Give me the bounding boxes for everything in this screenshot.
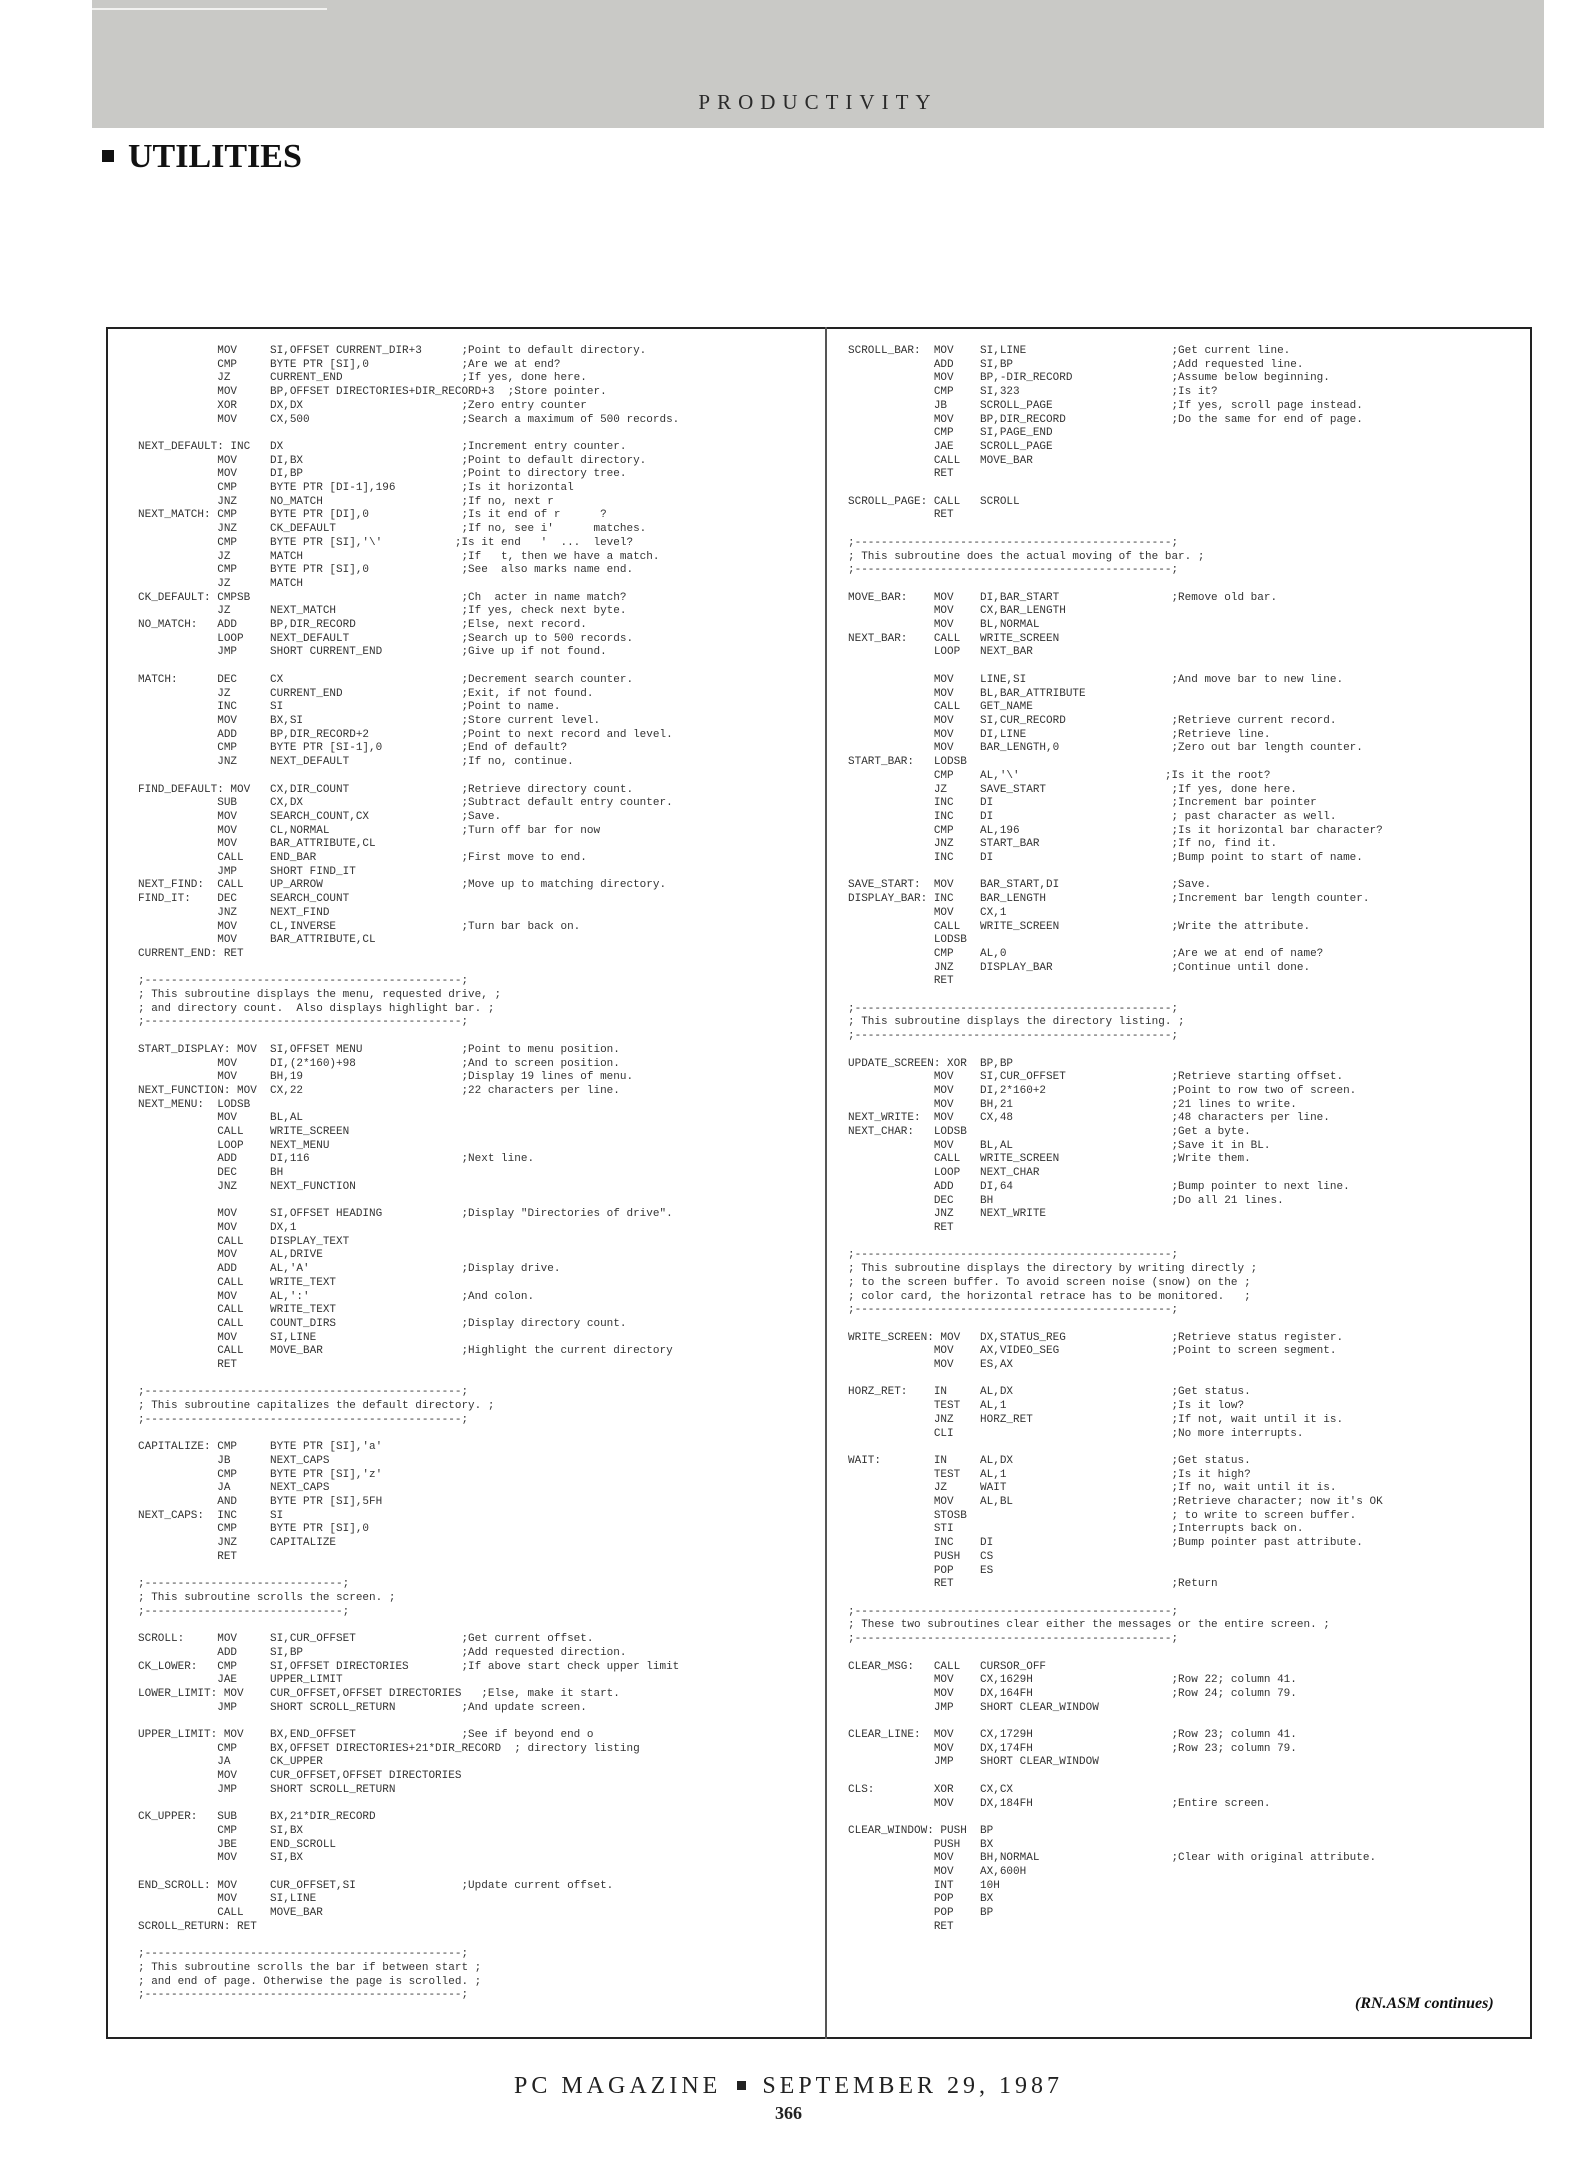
code-line: POP BP xyxy=(848,1907,994,1920)
code-line: CLEAR_WINDOW: PUSH BP xyxy=(848,1824,994,1837)
code-line: CMP BYTE PTR [SI],'\' ;Is it end ' ... level? xyxy=(138,536,634,549)
code-line: MOV DI,LINE ;Retrieve line. xyxy=(848,728,1271,741)
code-line: MOV SEARCH_COUNT,CX ;Save. xyxy=(138,810,502,823)
code-line: JNZ NEXT_DEFAULT ;If no, continue. xyxy=(138,756,574,769)
code-line xyxy=(848,1592,1383,1606)
code-line: JB SCROLL_PAGE ;If yes, scroll page instead. xyxy=(848,399,1363,412)
code-line: ;------------------------------------------------; xyxy=(848,1304,1179,1317)
code-line: CALL COUNT_DIRS ;Display directory count. xyxy=(138,1317,627,1330)
code-line: ;------------------------------------------------; xyxy=(848,1605,1179,1618)
square-bullet-icon xyxy=(737,2081,746,2090)
code-line xyxy=(138,1935,679,1949)
code-line xyxy=(848,1236,1383,1250)
code-line xyxy=(848,1318,1383,1332)
code-line: AND BYTE PTR [SI],5FH xyxy=(138,1496,383,1509)
code-line: FIND_DEFAULT: MOV CX,DIR_COUNT ;Retrieve directory count. xyxy=(138,783,634,796)
code-line xyxy=(848,1441,1383,1455)
code-line: SCROLL: MOV SI,CUR_OFFSET ;Get current offset. xyxy=(138,1633,594,1646)
code-line: MOV SI,OFFSET CURRENT_DIR+3 ;Point to default directory. xyxy=(138,345,647,357)
code-line: ;------------------------------------------------; xyxy=(138,1989,469,2002)
code-line: CMP AL,'\' ;Is it the root? xyxy=(848,769,1271,782)
code-line: ; This subroutine displays the menu, requested drive, ; xyxy=(138,989,502,1002)
code-line: ;------------------------------------------------; xyxy=(848,1633,1179,1646)
code-line: ; This subroutine displays the directory listing. ; xyxy=(848,1016,1185,1029)
code-line: DEC BH ;Do all 21 lines. xyxy=(848,1194,1284,1207)
code-line xyxy=(848,660,1383,674)
code-line: INC SI ;Point to name. xyxy=(138,701,561,714)
code-line: MOV BL,AL xyxy=(138,1112,304,1125)
code-line: START_DISPLAY: MOV SI,OFFSET MENU ;Point to menu position. xyxy=(138,1043,620,1056)
code-line: CALL WRITE_TEXT xyxy=(138,1304,337,1317)
code-line: JNZ NO_MATCH ;If no, next r xyxy=(138,495,554,508)
code-line: MOV AL,DRIVE xyxy=(138,1249,323,1262)
code-line: JMP SHORT SCROLL_RETURN ;And update screen. xyxy=(138,1701,587,1714)
code-line: CMP SI,BX xyxy=(138,1824,304,1837)
code-line: RET ;Return xyxy=(848,1578,1218,1591)
code-line xyxy=(138,1565,679,1579)
code-line: MOV BP,DIR_RECORD ;Do the same for end of page. xyxy=(848,413,1363,426)
code-line: MOV CUR_OFFSET,OFFSET DIRECTORIES xyxy=(138,1770,462,1783)
code-line: SAVE_START: MOV BAR_START,DI ;Save. xyxy=(848,879,1212,892)
code-column-right xyxy=(848,345,1383,1935)
code-line: END_SCROLL: MOV CUR_OFFSET,SI ;Update current offset. xyxy=(138,1879,614,1892)
code-line: JBE END_SCROLL xyxy=(138,1838,337,1851)
code-line: UPPER_LIMIT: MOV BX,END_OFFSET ;See if beyond end o xyxy=(138,1729,594,1742)
code-line: START_BAR: LODSB xyxy=(848,756,967,769)
code-line: NEXT_MENU: LODSB xyxy=(138,1098,251,1111)
code-line xyxy=(848,578,1383,592)
code-line: JNZ NEXT_FIND xyxy=(138,906,330,919)
code-line: ADD AL,'A' ;Display drive. xyxy=(138,1263,561,1276)
code-line xyxy=(138,1428,679,1442)
code-line xyxy=(848,1811,1383,1825)
code-line: MOV BX,SI ;Store current level. xyxy=(138,714,601,727)
code-line: MOV DI,(2*160)+98 ;And to screen position. xyxy=(138,1057,620,1070)
code-line: RET xyxy=(848,975,954,988)
code-line: PUSH CS xyxy=(848,1550,994,1563)
code-line: MOV CX,BAR_LENGTH xyxy=(848,605,1066,618)
code-line: LOOP NEXT_BAR xyxy=(848,646,1033,659)
code-line: NEXT_CHAR: LODSB ;Get a byte. xyxy=(848,1126,1251,1139)
code-line: SCROLL_RETURN: RET xyxy=(138,1920,257,1933)
code-line: MOV DX,184FH ;Entire screen. xyxy=(848,1797,1271,1810)
code-line: CALL END_BAR ;First move to end. xyxy=(138,852,587,865)
code-line: CALL MOVE_BAR xyxy=(848,454,1033,467)
code-line: CALL DISPLAY_TEXT xyxy=(138,1235,350,1248)
code-line: MOV SI,CUR_RECORD ;Retrieve current record. xyxy=(848,714,1337,727)
code-line: RET xyxy=(848,1222,954,1234)
code-line: JMP SHORT SCROLL_RETURN xyxy=(138,1783,396,1796)
code-line: MOV AL,BL ;Retrieve character; now it's OK xyxy=(848,1496,1383,1509)
code-line: WRITE_SCREEN: MOV DX,STATUS_REG ;Retrieve status register. xyxy=(848,1331,1344,1344)
code-line: LODSB xyxy=(848,934,967,947)
code-line: MOV BP,OFFSET DIRECTORIES+DIR_RECORD+3 ;Store pointer. xyxy=(138,386,607,399)
code-line: JZ MATCH xyxy=(138,577,304,590)
code-line: JMP SHORT CLEAR_WINDOW xyxy=(848,1701,1099,1714)
code-line: HORZ_RET: IN AL,DX ;Get status. xyxy=(848,1386,1251,1399)
code-line: JA NEXT_CAPS xyxy=(138,1482,330,1495)
header-rule xyxy=(92,8,327,10)
code-line: CMP BYTE PTR [SI],0 ;See also marks name end. xyxy=(138,564,634,577)
code-line: ; color card, the horizontal retrace has to be monitored. ; xyxy=(848,1290,1251,1303)
code-line: INT 10H xyxy=(848,1879,1000,1892)
code-line: MOV BH,21 ;21 lines to write. xyxy=(848,1098,1297,1111)
code-line: CALL WRITE_SCREEN xyxy=(138,1126,350,1139)
code-line: ;------------------------------------------------; xyxy=(138,975,469,988)
code-line: CALL WRITE_SCREEN ;Write them. xyxy=(848,1153,1251,1166)
code-line xyxy=(848,1044,1383,1058)
code-line: LOOP NEXT_CHAR xyxy=(848,1167,1040,1180)
code-line: MOV DI,BX ;Point to default directory. xyxy=(138,454,647,467)
code-line: JA CK_UPPER xyxy=(138,1756,323,1769)
code-line: TEST AL,1 ;Is it low? xyxy=(848,1400,1245,1413)
code-line: NEXT_DEFAULT: INC DX ;Increment entry counter. xyxy=(138,440,627,453)
footer-date: SEPTEMBER 29, 1987 xyxy=(762,2073,1064,2099)
code-line: MOV BL,BAR_ATTRIBUTE xyxy=(848,687,1086,700)
code-line: ; to the screen buffer. To avoid screen noise (snow) on the ; xyxy=(848,1276,1251,1289)
code-line: NEXT_FUNCTION: MOV CX,22 ;22 characters per line. xyxy=(138,1084,620,1097)
code-line: MOV CX,500 ;Search a maximum of 500 records. xyxy=(138,413,680,426)
code-line: ;------------------------------------------------; xyxy=(138,1016,469,1029)
section-kicker: PRODUCTIVITY xyxy=(698,90,938,114)
code-line: MOV SI,OFFSET HEADING ;Display "Directories of drive". xyxy=(138,1208,673,1221)
code-line: JNZ DISPLAY_BAR ;Continue until done. xyxy=(848,961,1311,974)
code-line xyxy=(138,962,679,976)
code-line: MOV LINE,SI ;And move bar to new line. xyxy=(848,673,1344,686)
code-line xyxy=(138,1373,679,1387)
code-line: MOV SI,LINE xyxy=(138,1331,317,1344)
code-line: MOV SI,LINE xyxy=(138,1893,317,1906)
code-line: RET xyxy=(138,1359,238,1372)
code-line: RET xyxy=(848,1920,954,1933)
code-line: ; This subroutine scrolls the screen. ; xyxy=(138,1591,396,1604)
code-line: MOV ES,AX xyxy=(848,1359,1014,1372)
code-line: CLEAR_LINE: MOV CX,1729H ;Row 23; column 41. xyxy=(848,1729,1297,1742)
code-line xyxy=(848,1715,1383,1729)
code-line: JMP SHORT CLEAR_WINDOW xyxy=(848,1756,1099,1769)
code-line: CMP AL,0 ;Are we at end of name? xyxy=(848,947,1324,960)
code-line: ;------------------------------------------------; xyxy=(138,1948,469,1961)
code-line: RET xyxy=(138,1550,238,1563)
code-line: ;------------------------------------------------; xyxy=(848,1030,1179,1043)
section-heading-text: UTILITIES xyxy=(128,138,302,175)
code-line: JNZ NEXT_FUNCTION xyxy=(138,1180,356,1193)
code-line: JB NEXT_CAPS xyxy=(138,1454,330,1467)
code-line: MOV BL,AL ;Save it in BL. xyxy=(848,1139,1271,1152)
code-line: CMP BYTE PTR [SI],'z' xyxy=(138,1468,383,1481)
code-line: MOV CX,1 xyxy=(848,906,1007,919)
code-line: JZ CURRENT_END ;Exit, if not found. xyxy=(138,687,594,700)
code-line: DISPLAY_BAR: INC BAR_LENGTH ;Increment bar length counter. xyxy=(848,893,1370,906)
code-line: MOV CL,NORMAL ;Turn off bar for now xyxy=(138,824,601,837)
code-line: FIND_IT: DEC SEARCH_COUNT xyxy=(138,893,350,906)
code-line: RET xyxy=(848,509,954,522)
code-line: MOV AL,':' ;And colon. xyxy=(138,1290,535,1303)
code-line: MOV BAR_ATTRIBUTE,CL xyxy=(138,934,376,947)
code-line: CMP SI,323 ;Is it? xyxy=(848,386,1218,399)
code-line: ;------------------------------; xyxy=(138,1605,350,1618)
code-line: MOV BH,19 ;Display 19 lines of menu. xyxy=(138,1071,634,1084)
code-line: INC DI ;Increment bar pointer xyxy=(848,797,1317,810)
code-line: TEST AL,1 ;Is it high? xyxy=(848,1468,1251,1481)
code-line: ;------------------------------------------------; xyxy=(848,536,1179,549)
code-line xyxy=(138,1195,679,1209)
code-line: CMP BYTE PTR [SI-1],0 ;End of default? xyxy=(138,742,568,755)
code-line: JAE UPPER_LIMIT xyxy=(138,1674,343,1687)
code-line: MOV AX,600H xyxy=(848,1866,1027,1879)
code-line: CMP AL,196 ;Is it horizontal bar character? xyxy=(848,824,1383,837)
code-line: ADD SI,BP ;Add requested line. xyxy=(848,358,1304,371)
code-line xyxy=(848,866,1383,880)
code-line xyxy=(138,1715,679,1729)
code-line: ; This subroutine scrolls the bar if between start ; xyxy=(138,1961,482,1974)
code-line: CALL WRITE_TEXT xyxy=(138,1276,337,1289)
code-line: CMP BX,OFFSET DIRECTORIES+21*DIR_RECORD ; directory listing xyxy=(138,1742,640,1755)
code-line xyxy=(138,1866,679,1880)
code-line: ;------------------------------------------------; xyxy=(848,1002,1179,1015)
code-line: SCROLL_PAGE: CALL SCROLL xyxy=(848,495,1020,508)
code-line: PUSH BX xyxy=(848,1838,994,1851)
code-line: ;------------------------------------------------; xyxy=(138,1386,469,1399)
code-line: CALL WRITE_SCREEN ;Write the attribute. xyxy=(848,920,1311,933)
code-line: MATCH: DEC CX ;Decrement search counter. xyxy=(138,673,634,686)
code-line xyxy=(138,660,679,674)
code-line: JNZ HORZ_RET ;If not, wait until it is. xyxy=(848,1413,1344,1426)
code-line: NEXT_MATCH: CMP BYTE PTR [DI],0 ;Is it end of r ? xyxy=(138,509,607,522)
code-line: MOV AX,VIDEO_SEG ;Point to screen segment. xyxy=(848,1345,1337,1358)
code-line: NEXT_BAR: CALL WRITE_SCREEN xyxy=(848,632,1060,645)
code-line: WAIT: IN AL,DX ;Get status. xyxy=(848,1454,1251,1467)
code-line: LOWER_LIMIT: MOV CUR_OFFSET,OFFSET DIRECTORIES ;Else, make it start. xyxy=(138,1687,620,1700)
code-line: DEC BH xyxy=(138,1167,284,1180)
code-line: ;------------------------------------------------; xyxy=(138,1413,469,1426)
code-line: CK_UPPER: SUB BX,21*DIR_RECORD xyxy=(138,1811,376,1824)
code-line: JNZ CAPITALIZE xyxy=(138,1537,337,1550)
code-line: INC DI ; past character as well. xyxy=(848,810,1337,823)
code-line: XOR DX,DX ;Zero entry counter xyxy=(138,399,587,412)
code-line: MOV SI,CUR_OFFSET ;Retrieve starting offset. xyxy=(848,1071,1344,1084)
code-line: CMP BYTE PTR [SI],0 xyxy=(138,1523,370,1536)
code-line: UPDATE_SCREEN: XOR BP,BP xyxy=(848,1057,1014,1070)
code-line: NEXT_FIND: CALL UP_ARROW ;Move up to matching directory. xyxy=(138,879,667,892)
code-line: MOV BAR_LENGTH,0 ;Zero out bar length counter. xyxy=(848,742,1363,755)
code-line: MOV DX,174FH ;Row 23; column 79. xyxy=(848,1742,1297,1755)
code-line: CMP SI,PAGE_END xyxy=(848,427,1053,440)
code-line: CLS: XOR CX,CX xyxy=(848,1783,1014,1796)
code-line: CK_LOWER: CMP SI,OFFSET DIRECTORIES ;If above start check upper limit xyxy=(138,1660,680,1673)
continues-note: (RN.ASM continues) xyxy=(1355,1995,1494,2012)
code-line: ;------------------------------------------------; xyxy=(848,564,1179,577)
code-line: JNZ NEXT_WRITE xyxy=(848,1208,1047,1221)
code-line: CALL MOVE_BAR xyxy=(138,1907,323,1920)
code-line: CAPITALIZE: CMP BYTE PTR [SI],'a' xyxy=(138,1441,383,1454)
code-line: ; and end of page. Otherwise the page is scrolled. ; xyxy=(138,1975,482,1988)
code-line: RET xyxy=(848,468,954,481)
code-line: JZ MATCH ;If t, then we have a match. xyxy=(138,550,660,563)
code-line: ADD BP,DIR_RECORD+2 ;Point to next record and level. xyxy=(138,728,673,741)
code-line: MOV CX,1629H ;Row 22; column 41. xyxy=(848,1674,1297,1687)
code-line: MOV DI,BP ;Point to directory tree. xyxy=(138,468,627,481)
code-line: JNZ START_BAR ;If no, find it. xyxy=(848,838,1278,851)
code-line: STI ;Interrupts back on. xyxy=(848,1523,1304,1536)
code-line: MOV BP,-DIR_RECORD ;Assume below beginning. xyxy=(848,372,1330,385)
column-divider xyxy=(825,327,827,2039)
code-line: ; and directory count. Also displays highlight bar. ; xyxy=(138,1002,495,1015)
code-line xyxy=(848,482,1383,496)
code-line: ; This subroutine displays the directory by writing directly ; xyxy=(848,1263,1258,1276)
code-line xyxy=(138,1798,679,1812)
code-line: JAE SCROLL_PAGE xyxy=(848,440,1053,453)
code-line: CLEAR_MSG: CALL CURSOR_OFF xyxy=(848,1660,1047,1673)
code-line: CMP BYTE PTR [SI],0 ;Are we at end? xyxy=(138,358,561,371)
code-line xyxy=(848,1770,1383,1784)
code-line: JMP SHORT FIND_IT xyxy=(138,865,356,878)
code-line: ADD DI,64 ;Bump pointer to next line. xyxy=(848,1180,1350,1193)
code-line: ADD DI,116 ;Next line. xyxy=(138,1153,535,1166)
code-line: MOV CL,INVERSE ;Turn bar back on. xyxy=(138,920,581,933)
footer-magazine: PC MAGAZINE xyxy=(513,2073,722,2099)
code-line: MOV BH,NORMAL ;Clear with original attribute. xyxy=(848,1852,1377,1865)
code-line xyxy=(848,989,1383,1003)
code-line: ADD SI,BP ;Add requested direction. xyxy=(138,1646,627,1659)
code-line: MOV SI,BX xyxy=(138,1852,304,1865)
code-line: MOV DX,1 xyxy=(138,1222,297,1234)
code-line: MOV DI,2*160+2 ;Point to row two of screen. xyxy=(848,1084,1357,1097)
code-column-left xyxy=(138,345,679,2003)
code-line: INC DI ;Bump point to start of name. xyxy=(848,852,1363,865)
code-line: MOVE_BAR: MOV DI,BAR_START ;Remove old bar. xyxy=(848,591,1278,604)
code-line: STOSB ; to write to screen buffer. xyxy=(848,1509,1357,1522)
code-line: CALL GET_NAME xyxy=(848,701,1033,714)
code-line: CALL MOVE_BAR ;Highlight the current directory xyxy=(138,1345,673,1358)
code-line: INC DI ;Bump pointer past attribute. xyxy=(848,1537,1363,1550)
code-line: NEXT_WRITE: MOV CX,48 ;48 characters per line. xyxy=(848,1112,1330,1125)
code-line: ; These two subroutines clear either the messages or the entire screen. ; xyxy=(848,1619,1330,1632)
code-line: ;------------------------------; xyxy=(138,1578,350,1591)
code-line: ;------------------------------------------------; xyxy=(848,1249,1179,1262)
square-bullet-icon xyxy=(102,150,114,162)
code-line: CMP BYTE PTR [DI-1],196 ;Is it horizontal xyxy=(138,482,574,495)
code-line: ; This subroutine capitalizes the default directory. ; xyxy=(138,1400,495,1413)
code-line xyxy=(138,1030,679,1044)
code-line: CURRENT_END: RET xyxy=(138,947,244,960)
section-heading xyxy=(102,138,302,176)
code-line xyxy=(138,770,679,784)
code-line: CLI ;No more interrupts. xyxy=(848,1427,1304,1440)
code-line xyxy=(138,1619,679,1633)
code-line: JZ CURRENT_END ;If yes, done here. xyxy=(138,372,587,385)
page-footer xyxy=(0,2073,1577,2100)
code-line xyxy=(848,1373,1383,1387)
code-line: JZ WAIT ;If no, wait until it is. xyxy=(848,1482,1337,1495)
page-number: 366 xyxy=(775,2103,802,2123)
code-line: SCROLL_BAR: MOV SI,LINE ;Get current line. xyxy=(848,345,1291,357)
code-line xyxy=(138,427,679,441)
code-line: POP BX xyxy=(848,1893,994,1906)
code-line: NEXT_CAPS: INC SI xyxy=(138,1509,284,1522)
code-line: MOV DX,164FH ;Row 24; column 79. xyxy=(848,1687,1297,1700)
code-line: JZ SAVE_START ;If yes, done here. xyxy=(848,783,1297,796)
code-line xyxy=(848,1647,1383,1661)
code-line: NO_MATCH: ADD BP,DIR_RECORD ;Else, next record. xyxy=(138,619,587,632)
code-line: MOV BAR_ATTRIBUTE,CL xyxy=(138,838,376,851)
code-line: JMP SHORT CURRENT_END ;Give up if not found. xyxy=(138,646,607,659)
code-line: CK_DEFAULT: CMPSB ;Ch acter in name match? xyxy=(138,591,627,604)
code-line: SUB CX,DX ;Subtract default entry counter. xyxy=(138,797,673,810)
code-line: POP ES xyxy=(848,1564,994,1577)
code-line: ; This subroutine does the actual moving of the bar. ; xyxy=(848,550,1205,563)
code-line xyxy=(848,523,1383,537)
code-line: LOOP NEXT_DEFAULT ;Search up to 500 records. xyxy=(138,632,634,645)
code-line: MOV BL,NORMAL xyxy=(848,619,1040,632)
code-line: JZ NEXT_MATCH ;If yes, check next byte. xyxy=(138,605,627,618)
code-line: JNZ CK_DEFAULT ;If no, see i' matches. xyxy=(138,523,647,536)
code-line: LOOP NEXT_MENU xyxy=(138,1139,330,1152)
